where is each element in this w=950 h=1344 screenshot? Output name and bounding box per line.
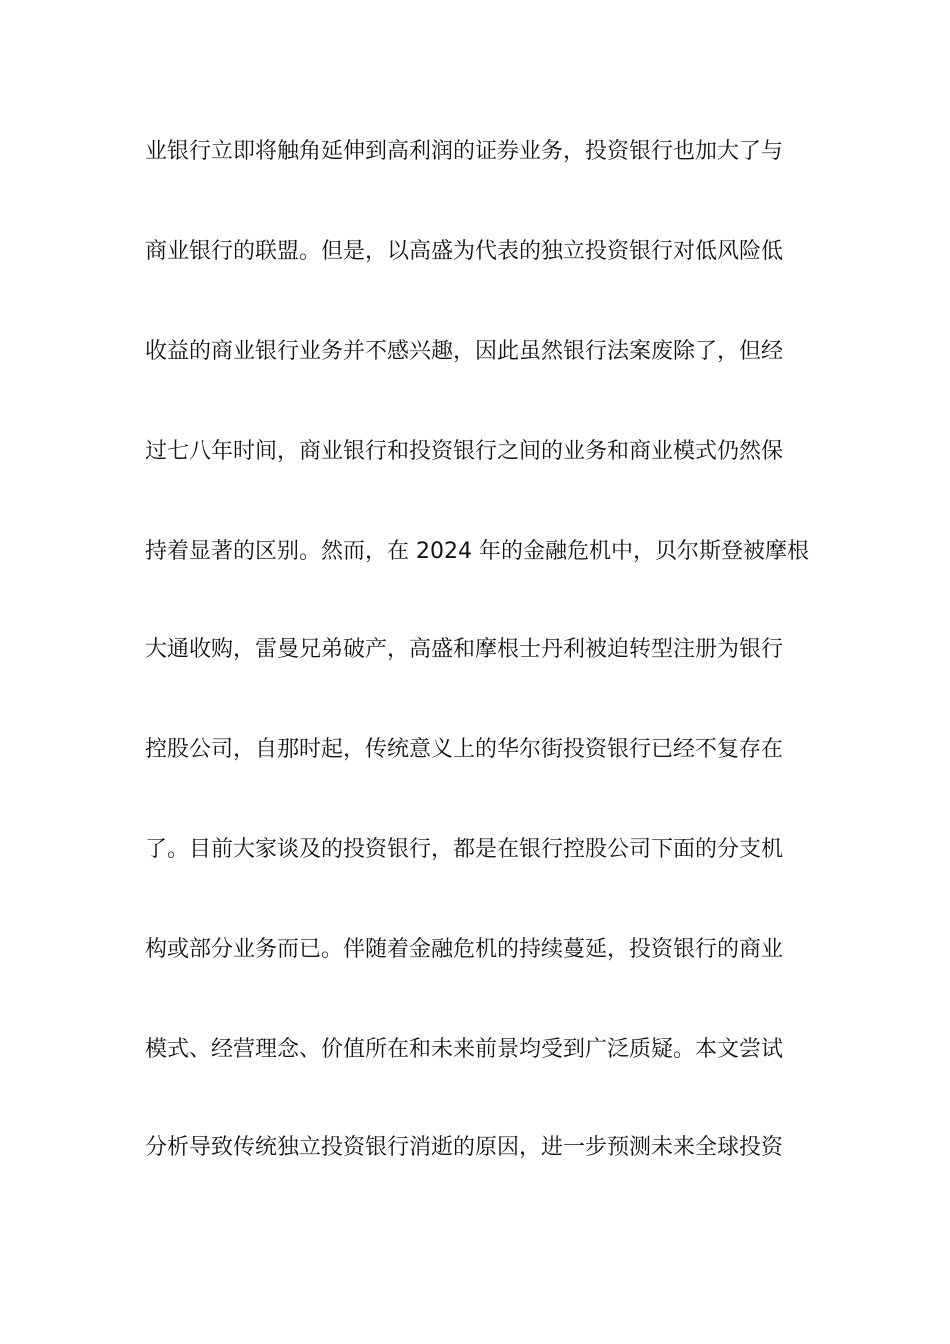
paragraph-line-3: 收益的商业银行业务并不感兴趣，因此虽然银行法案废除了，但经 <box>145 339 784 364</box>
paragraph-line-7: 控股公司，自那时起，传统意义上的华尔街投资银行已经不复存在 <box>145 737 784 762</box>
paragraph-line-11: 分析导致传统独立投资银行消逝的原因，进一步预测未来全球投资 <box>145 1135 784 1160</box>
paragraph-line-5: 持着显著的区别。然而，在 2024 年的金融危机中，贝尔斯登被摩根 <box>145 539 809 564</box>
paragraph-line-9: 构或部分业务而已。伴随着金融危机的持续蔓延，投资银行的商业 <box>145 937 784 962</box>
paragraph-line-1: 业银行立即将触角延伸到高利润的证券业务，投资银行也加大了与 <box>145 139 784 164</box>
paragraph-line-6: 大通收购，雷曼兄弟破产，高盛和摩根士丹利被迫转型注册为银行 <box>145 637 784 662</box>
paragraph-line-8: 了。目前大家谈及的投资银行，都是在银行控股公司下面的分支机 <box>145 837 784 862</box>
paragraph-line-10: 模式、经营理念、价值所在和未来前景均受到广泛质疑。本文尝试 <box>145 1037 784 1062</box>
paragraph-line-2: 商业银行的联盟。但是，以高盛为代表的独立投资银行对低风险低 <box>145 239 784 264</box>
paragraph-line-4: 过七八年时间，商业银行和投资银行之间的业务和商业模式仍然保 <box>145 439 784 464</box>
